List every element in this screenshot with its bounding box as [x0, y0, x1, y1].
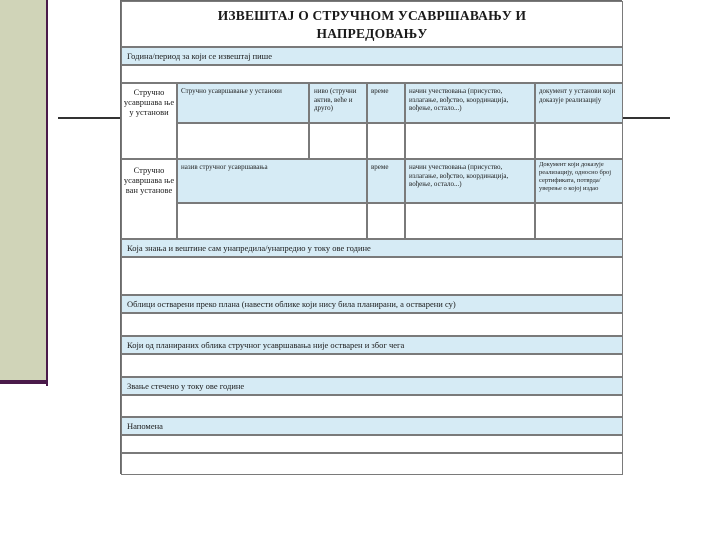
note-row [121, 417, 623, 435]
inside-entry-4[interactable] [405, 123, 535, 159]
outside-col3-text: време [371, 163, 389, 171]
inside-entry-3[interactable] [367, 123, 405, 159]
sidebar-edge-line [46, 0, 48, 386]
inside-entry-2[interactable] [309, 123, 367, 159]
beyond-plan-label: Облици остварени преко плана (навести облике који нису била планирани, а остварени су) [127, 299, 456, 309]
inside-entry-1[interactable] [177, 123, 309, 159]
outside-entry-5[interactable] [535, 203, 623, 239]
title-acquired-value[interactable] [121, 395, 623, 417]
note-label: Напомена [127, 421, 163, 431]
outside-entry-1[interactable] [177, 203, 367, 239]
outside-label: Стручно усавршава ње ван установе [123, 165, 175, 195]
decorative-rule-right [622, 117, 670, 119]
report-title-line2: НАПРЕДОВАЊУ [316, 26, 428, 41]
outside-entry-4[interactable] [405, 203, 535, 239]
outside-col1-text: назив стручног усавршавања [181, 163, 268, 171]
title-acquired-label: Звање стечено у току ове године [127, 381, 245, 391]
inside-entry-5[interactable] [535, 123, 623, 159]
decorative-rule-left [58, 117, 120, 119]
note-value-1[interactable] [121, 435, 623, 453]
report-title-line1: ИЗВЕШТАЈ О СТРУЧНОМ УСАВРШАВАЊУ И [217, 8, 527, 23]
inside-col2-text: ниво (стручни актив, веће и друго) [314, 87, 357, 112]
period-value[interactable] [121, 65, 623, 83]
inside-col1-text: Стручно усавршавање у установи [181, 87, 282, 95]
inside-col4-text: начин учествовања (присуство, излагање, вођство, координација, вођење, остало...) [409, 87, 509, 112]
beyond-plan-value[interactable] [121, 313, 623, 336]
report-form [120, 0, 622, 474]
inside-col3-text: време [371, 87, 389, 95]
inside-col5-text: документ у установи који доказује реализацију [539, 87, 616, 104]
outside-col5-text: Документ који доказује реализацију, односно број сертификата, потврда/уверење о којој издао [539, 161, 612, 192]
knowledge-value[interactable] [121, 257, 623, 295]
period-label: Година/период за који се извештај пише [127, 51, 272, 61]
not-realized-label: Који од планираних облика стручног усавршавања није остварен и због чега [127, 340, 405, 350]
report-title [121, 7, 623, 43]
not-realized-value[interactable] [121, 354, 623, 377]
outside-entry-3[interactable] [367, 203, 405, 239]
slide-sidebar [0, 0, 46, 382]
outside-col4-text: начин учествовања (присуство, излагање, вођство, координација, вођење, остало...) [409, 163, 509, 188]
knowledge-label: Која знања и вештине сам унапредила/унапредио у току ове године [127, 243, 371, 253]
inside-label: Стручно усавршава ње у установи [123, 87, 175, 117]
note-value-2[interactable] [121, 453, 623, 475]
sidebar-base-line [0, 380, 48, 384]
